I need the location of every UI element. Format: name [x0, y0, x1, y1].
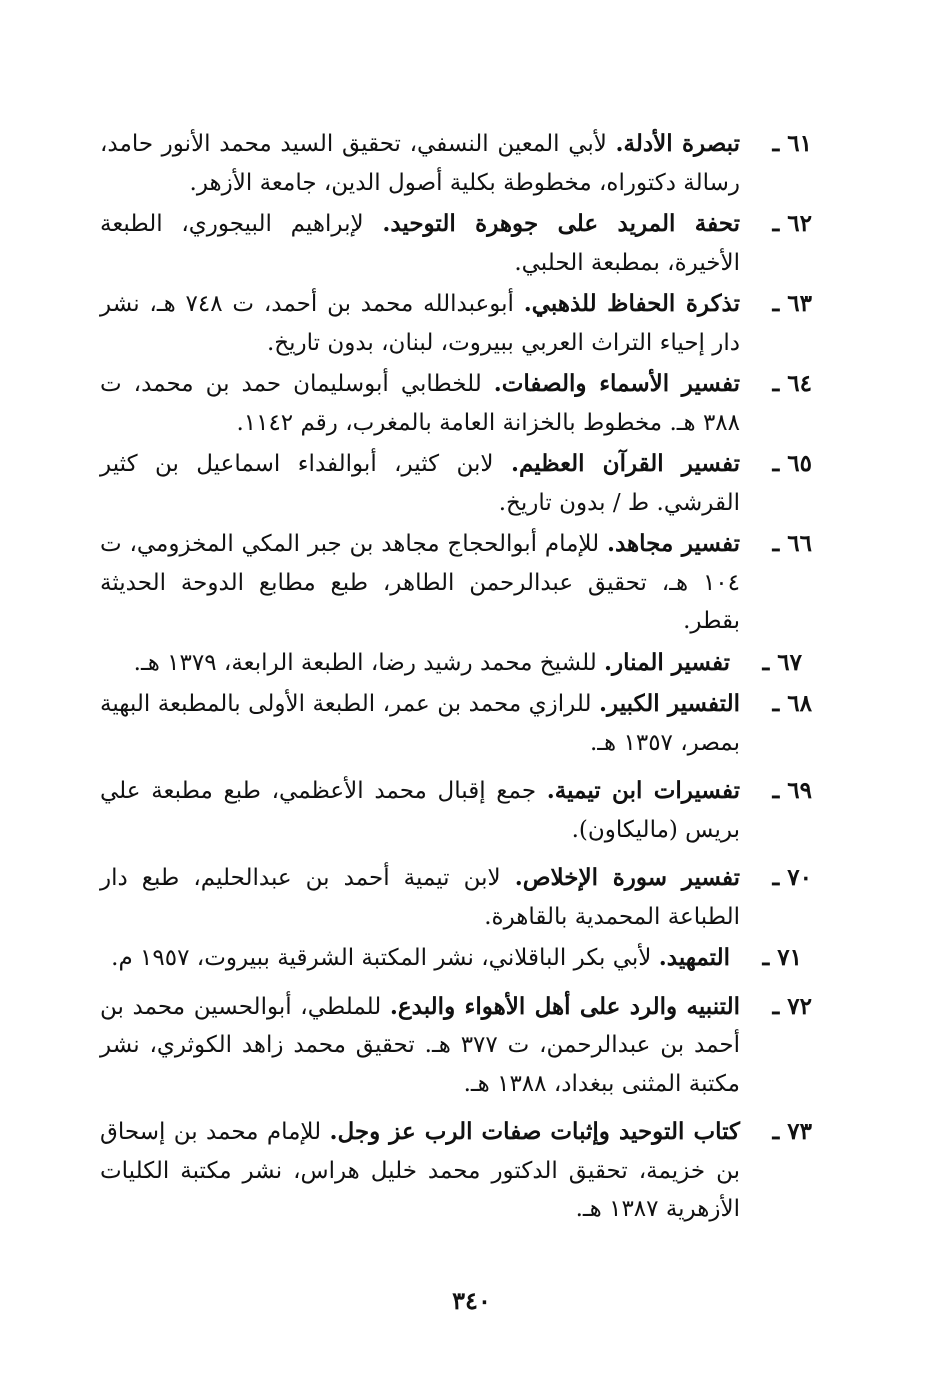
entry-title: التفسير الكبير. — [599, 690, 740, 717]
entry-text: للرازي محمد بن عمر، الطبعة الأولى بالمطبعة البهية بمصر، ١٣٥٧ هـ. — [100, 691, 740, 756]
list-item — [100, 365, 812, 442]
entry-number: ٦٢ ـ — [772, 210, 812, 237]
list-item — [100, 125, 812, 202]
entry-text: للشيخ محمد رشيد رضا، الطبعة الرابعة، ١٣٧٩ هـ. — [133, 649, 605, 676]
entry-text: لأبي بكر الباقلاني، نشر المكتبة الشرقية ببيروت، ١٩٥٧ م. — [111, 945, 659, 971]
list-item — [100, 285, 812, 362]
entry-number: ٦٩ ـ — [772, 777, 812, 804]
list-item — [100, 988, 812, 1104]
entry-number: ٧١ ـ — [762, 944, 802, 971]
entry-text: للخطابي أبوسليمان حمد بن محمد، ت ٣٨٨ هـ. مخطوط بالخزانة العامة بالمغرب، رقم ١١٤٢. — [100, 371, 740, 436]
list-item — [100, 859, 812, 936]
entry-title: التنبيه والرد على أهل الأهواء والبدع. — [389, 992, 740, 1020]
entry-text: للإمام محمد بن إسحاق بن خزيمة، تحقيق الدكتور محمد خليل هراس، نشر مكتبة الكليات الأزهرية ١٣٨٧ هـ. — [100, 1119, 740, 1222]
entry-title: التمهيد. — [658, 944, 730, 971]
list-item — [100, 685, 812, 762]
entry-title: كتاب التوحيد وإثبات صفات الرب عز وجل. — [329, 1118, 740, 1145]
entry-number: ٧٠ ـ — [772, 864, 812, 891]
list-item — [100, 939, 812, 978]
entry-text: لابن كثير، أبوالفداء اسماعيل بن كثير القرشي. ط / بدون تاريخ. — [100, 451, 740, 516]
list-item — [100, 644, 812, 683]
entry-title: تفسيرات ابن تيمية. — [546, 777, 740, 804]
entry-text: للملطي، أبوالحسين محمد بن أحمد بن عبدالرحمن، ت ٣٧٧ هـ. تحقيق محمد زاهد الكوثري، نشر مكتبة المثنى ببغداد، ١٣٨٨ هـ. — [100, 993, 740, 1097]
entry-text: جمع إقبال محمد الأعظمي، طبع مطبعة علي بريس (ماليكاون). — [100, 778, 740, 843]
entry-title: تفسير القرآن العظيم. — [510, 450, 740, 477]
entry-title: تبصرة الأدلة. — [615, 130, 740, 157]
entry-number: ٧٣ ـ — [772, 1118, 812, 1145]
bibliography-list — [100, 125, 812, 1229]
entry-text: لابن تيمية أحمد بن عبدالحليم، طبع دار الطباعة المحمدية بالقاهرة. — [100, 865, 740, 930]
list-item — [100, 525, 812, 641]
entry-number: ٦٥ ـ — [772, 450, 812, 477]
entry-number: ٦٣ ـ — [772, 290, 812, 317]
page-number: ٣٤٠ — [452, 1286, 491, 1315]
entry-text: أبوعبدالله محمد بن أحمد، ت ٧٤٨ هـ، نشر دار إحياء التراث العربي ببيروت، لبنان، بدون تاريخ. — [100, 291, 740, 356]
entry-title: تفسير الأسماء والصفات. — [493, 370, 740, 397]
entry-title: تحفة المريد على جوهرة التوحيد. — [382, 210, 740, 237]
entry-title: تفسير المنار. — [604, 648, 730, 676]
entry-title: تفسير سورة الإخلاص. — [514, 864, 741, 891]
list-item — [100, 772, 812, 849]
entry-number: ٦٨ ـ — [772, 690, 812, 717]
list-item — [100, 1113, 812, 1229]
entry-text: لأبي المعين النسفي، تحقيق السيد محمد الأنور حامد، رسالة دكتوراه، مخطوطة بكلية أصول الدين، جامعة الأزهر. — [100, 131, 740, 196]
entry-title: تفسير مجاهد. — [606, 530, 741, 557]
entry-number: ٧٢ ـ — [772, 992, 812, 1020]
entry-number: ٦٧ ـ — [762, 648, 802, 676]
list-item — [100, 445, 812, 522]
entry-number: ٦٦ ـ — [772, 530, 812, 557]
entry-number: ٦٤ ـ — [772, 370, 812, 397]
list-item — [100, 205, 812, 282]
entry-title: تذكرة الحفاظ للذهبي. — [523, 290, 740, 317]
entry-text: لإبراهيم البيجوري، الطبعة الأخيرة، بمطبعة الحلبي. — [100, 211, 740, 276]
entry-number: ٦١ ـ — [772, 130, 812, 157]
entry-text: للإمام أبوالحجاج مجاهد بن جبر المكي المخزومي، ت ١٠٤ هـ، تحقيق عبدالرحمن الطاهر، طبع مطابع الدوحة الحديثة بقطر. — [100, 531, 740, 634]
